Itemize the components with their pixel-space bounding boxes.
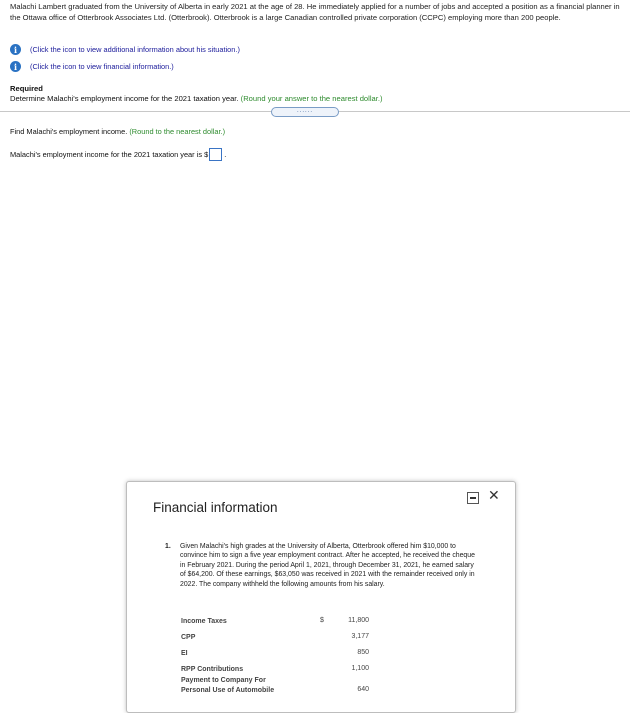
situation-info-label[interactable]: (Click the icon to view additional information about his situation.) <box>30 45 240 54</box>
required-hint: (Round your answer to the nearest dollar.) <box>240 94 383 103</box>
situation-info-link[interactable] <box>10 44 240 55</box>
deduction-label: Income Taxes <box>181 618 227 625</box>
item-number: 1. <box>165 543 171 550</box>
close-icon[interactable]: ✕ <box>488 488 500 504</box>
answer-prefix: Malachi's employment income for the 2021 taxation year is $ <box>10 150 209 159</box>
required-heading: Required <box>10 84 43 93</box>
deduction-label: CPP <box>181 634 196 641</box>
info-icon[interactable]: i <box>10 44 21 55</box>
required-instruction: Determine Malachi's employment income for the 2021 taxation year. <box>10 94 239 103</box>
question-instruction: Find Malachi's employment income. <box>10 127 128 136</box>
answer-row <box>10 148 226 161</box>
minimize-button[interactable] <box>467 492 479 504</box>
question-hint: (Round to the nearest dollar.) <box>129 127 226 136</box>
deduction-value: 640 <box>357 686 369 693</box>
financial-info-label[interactable]: (Click the icon to view financial information.) <box>30 62 174 71</box>
deduction-label: EI <box>181 650 188 657</box>
item-text: Given Malachi's high grades at the University of Alberta, Otterbrook offered him $10,000 to convince him to sign a five year employment contract. After he accepted, he received the cheque in February 2021. During the period April 1, 2021, through December 31, 2021, he earned salary of $64,200. Of these earnings, $63,050 was received in 2021 with the remainder received only in 2022. The company withheld the following amounts from his salary. <box>180 543 475 588</box>
deduction-value: 1,100 <box>351 665 369 672</box>
required-text <box>10 94 383 103</box>
deduction-label: RPP Contributions <box>181 666 244 673</box>
deduction-value: 11,800 <box>348 617 369 624</box>
minimize-icon <box>470 497 476 499</box>
employment-income-input[interactable] <box>209 148 222 161</box>
financial-info-link[interactable] <box>10 61 174 72</box>
problem-statement: Malachi Lambert graduated from the University of Alberta in early 2021 at the age of 28. He immediately applied for a number of jobs and accepted a position as a financial planner in the Ottawa office of Otterbrook Associates Ltd. (Otterbrook). Otterbrook is a large Canadian controlled private corporation (CCPC) employing more than 200 people. <box>10 2 620 22</box>
question-text <box>10 127 225 136</box>
dialog-title: Financial information <box>153 500 278 515</box>
expand-button[interactable]: ...... <box>271 107 339 117</box>
info-icon[interactable]: i <box>10 61 21 72</box>
deduction-label: Payment to Company For <box>181 677 266 684</box>
deduction-value: 850 <box>357 649 369 656</box>
currency-symbol: $ <box>320 617 324 624</box>
financial-info-dialog <box>126 481 516 713</box>
deduction-label: Personal Use of Automobile <box>181 687 275 694</box>
answer-suffix: . <box>224 150 227 159</box>
deduction-value: 3,177 <box>351 633 369 640</box>
